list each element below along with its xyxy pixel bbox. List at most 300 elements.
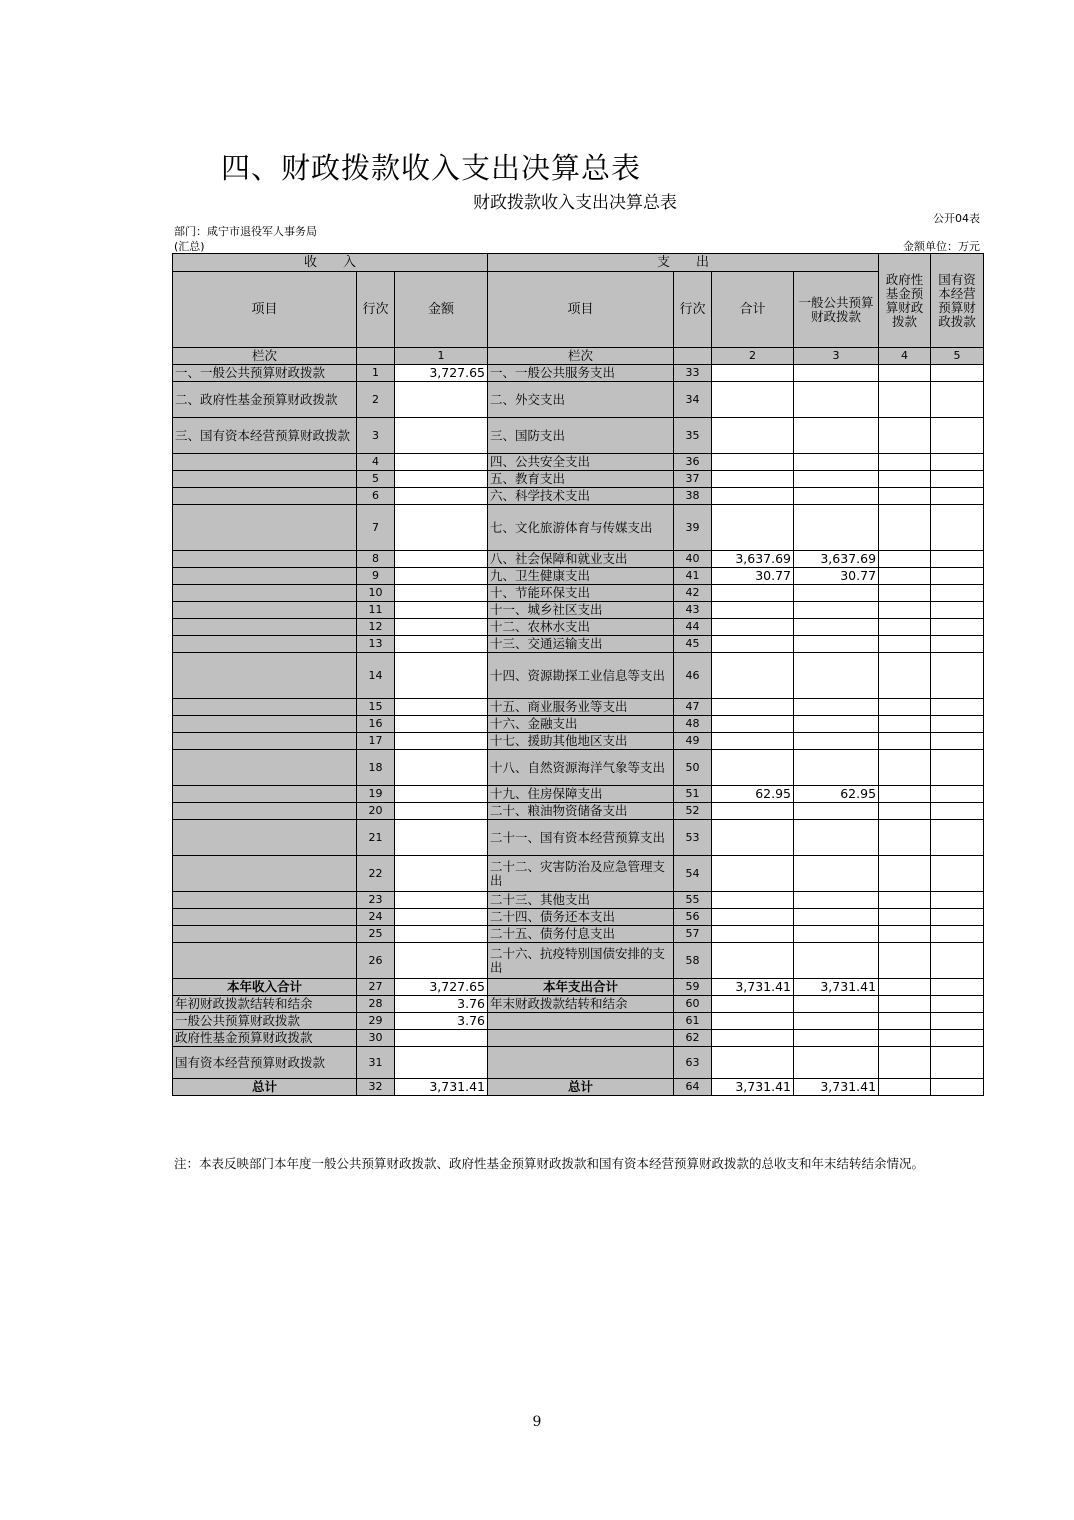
general-budget-cell bbox=[794, 909, 879, 926]
gov-fund-cell bbox=[879, 943, 931, 979]
expense-line-cell: 33 bbox=[674, 365, 712, 382]
income-item-cell bbox=[173, 619, 357, 636]
state-capital-cell bbox=[931, 636, 984, 653]
expense-line-cell: 50 bbox=[674, 750, 712, 786]
table-row bbox=[173, 926, 984, 943]
general-budget-cell bbox=[794, 1047, 879, 1079]
expense-item-cell: 二十一、国有资本经营预算支出 bbox=[488, 820, 674, 856]
expense-line-cell: 59 bbox=[674, 979, 712, 996]
income-item-cell bbox=[173, 909, 357, 926]
table-row bbox=[173, 820, 984, 856]
total-cell bbox=[712, 619, 794, 636]
expense-line-cell: 34 bbox=[674, 382, 712, 418]
income-item-cell: 三、国有资本经营预算财政拨款 bbox=[173, 418, 357, 454]
expense-item-cell: 十四、资源勘探工业信息等支出 bbox=[488, 653, 674, 699]
income-amount-cell: 3,731.41 bbox=[395, 1079, 488, 1096]
empty-cell bbox=[357, 348, 395, 365]
income-line-cell: 16 bbox=[357, 716, 395, 733]
table-row bbox=[173, 653, 984, 699]
expense-line-cell: 49 bbox=[674, 733, 712, 750]
income-amount-cell bbox=[395, 786, 488, 803]
column-number-5: 5 bbox=[931, 348, 984, 365]
income-item-cell: 本年收入合计 bbox=[173, 979, 357, 996]
total-cell bbox=[712, 716, 794, 733]
general-budget-cell bbox=[794, 636, 879, 653]
table-row bbox=[173, 619, 984, 636]
income-line-cell: 6 bbox=[357, 488, 395, 505]
appropriation-table bbox=[172, 253, 984, 1096]
gov-fund-cell bbox=[879, 365, 931, 382]
income-amount-cell bbox=[395, 926, 488, 943]
expense-line-cell: 42 bbox=[674, 585, 712, 602]
general-budget-cell bbox=[794, 750, 879, 786]
income-line-cell: 10 bbox=[357, 585, 395, 602]
total-cell: 3,731.41 bbox=[712, 979, 794, 996]
income-item-header: 项目 bbox=[173, 272, 357, 348]
state-capital-cell bbox=[931, 418, 984, 454]
income-amount-cell bbox=[395, 856, 488, 892]
income-amount-cell bbox=[395, 1030, 488, 1047]
income-amount-cell: 3,727.65 bbox=[395, 979, 488, 996]
state-capital-cell bbox=[931, 568, 984, 585]
expense-item-cell: 七、文化旅游体育与传媒支出 bbox=[488, 505, 674, 551]
state-capital-cell bbox=[931, 979, 984, 996]
expense-item-cell: 二、外交支出 bbox=[488, 382, 674, 418]
state-capital-cell bbox=[931, 488, 984, 505]
expense-item-cell: 本年支出合计 bbox=[488, 979, 674, 996]
income-item-cell bbox=[173, 551, 357, 568]
table-row bbox=[173, 365, 984, 382]
gov-fund-cell bbox=[879, 619, 931, 636]
total-cell bbox=[712, 1030, 794, 1047]
expense-line-cell: 64 bbox=[674, 1079, 712, 1096]
income-line-cell: 23 bbox=[357, 892, 395, 909]
state-capital-cell bbox=[931, 750, 984, 786]
expense-line-cell: 60 bbox=[674, 996, 712, 1013]
expense-line-cell: 41 bbox=[674, 568, 712, 585]
table-row bbox=[173, 488, 984, 505]
income-item-cell bbox=[173, 943, 357, 979]
expense-line-cell: 40 bbox=[674, 551, 712, 568]
gov-fund-cell bbox=[879, 636, 931, 653]
state-capital-cell bbox=[931, 820, 984, 856]
table-row bbox=[173, 979, 984, 996]
department-label: 部门：咸宁市退役军人事务局 bbox=[174, 225, 317, 238]
total-cell bbox=[712, 943, 794, 979]
table-row bbox=[173, 1079, 984, 1096]
expense-line-cell: 52 bbox=[674, 803, 712, 820]
general-budget-cell bbox=[794, 365, 879, 382]
income-item-cell bbox=[173, 488, 357, 505]
income-line-header: 行次 bbox=[357, 272, 395, 348]
general-budget-cell: 30.77 bbox=[794, 568, 879, 585]
income-amount-cell bbox=[395, 454, 488, 471]
expense-item-cell: 八、社会保障和就业支出 bbox=[488, 551, 674, 568]
income-item-cell bbox=[173, 454, 357, 471]
state-capital-cell bbox=[931, 471, 984, 488]
state-capital-cell bbox=[931, 856, 984, 892]
income-line-cell: 13 bbox=[357, 636, 395, 653]
expense-line-cell: 44 bbox=[674, 619, 712, 636]
total-cell bbox=[712, 488, 794, 505]
general-budget-cell bbox=[794, 892, 879, 909]
income-item-cell bbox=[173, 733, 357, 750]
expense-item-cell bbox=[488, 1047, 674, 1079]
income-amount-cell bbox=[395, 382, 488, 418]
table-row bbox=[173, 856, 984, 892]
income-line-cell: 31 bbox=[357, 1047, 395, 1079]
state-capital-cell bbox=[931, 365, 984, 382]
expense-item-cell: 二十六、抗疫特别国债安排的支出 bbox=[488, 943, 674, 979]
state-capital-cell bbox=[931, 803, 984, 820]
gov-fund-cell bbox=[879, 551, 931, 568]
income-line-cell: 32 bbox=[357, 1079, 395, 1096]
state-capital-cell bbox=[931, 926, 984, 943]
general-budget-cell bbox=[794, 699, 879, 716]
expense-item-cell: 十七、援助其他地区支出 bbox=[488, 733, 674, 750]
table-row bbox=[173, 471, 984, 488]
expense-item-cell: 十一、城乡社区支出 bbox=[488, 602, 674, 619]
state-capital-cell bbox=[931, 909, 984, 926]
income-item-cell bbox=[173, 716, 357, 733]
general-budget-cell bbox=[794, 803, 879, 820]
column-number-4: 4 bbox=[879, 348, 931, 365]
income-item-cell bbox=[173, 471, 357, 488]
footnote: 注：本表反映部门本年度一般公共预算财政拨款、政府性基金预算财政拨款和国有资本经营预算财政拨款的总收支和年末结转结余情况。 bbox=[174, 1156, 925, 1171]
gov-fund-cell bbox=[879, 786, 931, 803]
total-cell bbox=[712, 750, 794, 786]
table-row bbox=[173, 568, 984, 585]
table-row bbox=[173, 1030, 984, 1047]
gov-fund-cell bbox=[879, 996, 931, 1013]
expense-item-cell: 十、节能环保支出 bbox=[488, 585, 674, 602]
income-amount-cell bbox=[395, 568, 488, 585]
total-cell bbox=[712, 996, 794, 1013]
income-line-cell: 17 bbox=[357, 733, 395, 750]
state-capital-cell bbox=[931, 585, 984, 602]
income-line-cell: 5 bbox=[357, 471, 395, 488]
income-line-cell: 12 bbox=[357, 619, 395, 636]
gov-fund-cell bbox=[879, 1030, 931, 1047]
expense-line-cell: 62 bbox=[674, 1030, 712, 1047]
expense-line-cell: 53 bbox=[674, 820, 712, 856]
gov-fund-cell bbox=[879, 505, 931, 551]
column-number-1: 1 bbox=[395, 348, 488, 365]
state-capital-cell bbox=[931, 505, 984, 551]
income-item-cell bbox=[173, 820, 357, 856]
gov-fund-cell bbox=[879, 716, 931, 733]
expense-item-cell: 总计 bbox=[488, 1079, 674, 1096]
income-line-cell: 9 bbox=[357, 568, 395, 585]
income-line-cell: 24 bbox=[357, 909, 395, 926]
state-capital-cell bbox=[931, 653, 984, 699]
income-line-cell: 21 bbox=[357, 820, 395, 856]
gov-fund-cell bbox=[879, 733, 931, 750]
table-row bbox=[173, 505, 984, 551]
income-amount-cell: 3,727.65 bbox=[395, 365, 488, 382]
expense-line-cell: 55 bbox=[674, 892, 712, 909]
income-amount-cell bbox=[395, 653, 488, 699]
total-cell bbox=[712, 699, 794, 716]
expense-item-cell bbox=[488, 1030, 674, 1047]
total-cell bbox=[712, 471, 794, 488]
income-line-cell: 8 bbox=[357, 551, 395, 568]
column-number-2: 2 bbox=[712, 348, 794, 365]
table-row bbox=[173, 636, 984, 653]
expense-item-cell: 一、一般公共服务支出 bbox=[488, 365, 674, 382]
table-row bbox=[173, 1013, 984, 1030]
income-item-cell bbox=[173, 505, 357, 551]
table-row bbox=[173, 716, 984, 733]
expense-item-cell: 三、国防支出 bbox=[488, 418, 674, 454]
total-cell bbox=[712, 418, 794, 454]
general-budget-cell: 62.95 bbox=[794, 786, 879, 803]
expense-item-cell: 十二、农林水支出 bbox=[488, 619, 674, 636]
income-item-cell bbox=[173, 636, 357, 653]
general-budget-cell bbox=[794, 1030, 879, 1047]
general-budget-cell bbox=[794, 1013, 879, 1030]
income-item-cell bbox=[173, 856, 357, 892]
expense-item-cell: 五、教育支出 bbox=[488, 471, 674, 488]
total-cell bbox=[712, 653, 794, 699]
income-item-cell: 国有资本经营预算财政拨款 bbox=[173, 1047, 357, 1079]
income-amount-cell bbox=[395, 585, 488, 602]
general-budget-cell bbox=[794, 856, 879, 892]
income-line-cell: 4 bbox=[357, 454, 395, 471]
income-item-cell bbox=[173, 699, 357, 716]
expense-line-cell: 45 bbox=[674, 636, 712, 653]
income-item-cell: 总计 bbox=[173, 1079, 357, 1096]
income-amount-cell bbox=[395, 803, 488, 820]
gov-fund-cell bbox=[879, 1047, 931, 1079]
gov-fund-cell bbox=[879, 1079, 931, 1096]
table-row bbox=[173, 585, 984, 602]
state-capital-cell bbox=[931, 943, 984, 979]
general-budget-cell bbox=[794, 418, 879, 454]
state-capital-cell bbox=[931, 892, 984, 909]
gov-fund-cell bbox=[879, 471, 931, 488]
gov-fund-cell bbox=[879, 803, 931, 820]
gov-fund-cell bbox=[879, 926, 931, 943]
total-cell bbox=[712, 454, 794, 471]
general-budget-cell bbox=[794, 996, 879, 1013]
expense-line-cell: 38 bbox=[674, 488, 712, 505]
total-cell bbox=[712, 733, 794, 750]
income-line-cell: 20 bbox=[357, 803, 395, 820]
income-amount-cell: 3.76 bbox=[395, 1013, 488, 1030]
income-amount-cell bbox=[395, 909, 488, 926]
summary-label: (汇总) bbox=[174, 240, 205, 253]
state-capital-header: 国有资本经营预算财政拨款 bbox=[931, 254, 984, 348]
table-row bbox=[173, 418, 984, 454]
total-cell: 62.95 bbox=[712, 786, 794, 803]
income-item-cell bbox=[173, 568, 357, 585]
gov-fund-cell bbox=[879, 699, 931, 716]
table-row bbox=[173, 909, 984, 926]
expense-line-cell: 37 bbox=[674, 471, 712, 488]
expense-line-cell: 36 bbox=[674, 454, 712, 471]
table-row bbox=[173, 551, 984, 568]
total-cell bbox=[712, 585, 794, 602]
general-budget-cell bbox=[794, 454, 879, 471]
income-line-cell: 19 bbox=[357, 786, 395, 803]
gov-fund-cell bbox=[879, 454, 931, 471]
income-amount-cell bbox=[395, 1047, 488, 1079]
gov-fund-cell bbox=[879, 979, 931, 996]
income-item-cell bbox=[173, 585, 357, 602]
total-cell: 30.77 bbox=[712, 568, 794, 585]
gov-fund-cell bbox=[879, 488, 931, 505]
gov-fund-cell bbox=[879, 1013, 931, 1030]
income-amount-cell bbox=[395, 733, 488, 750]
expense-line-cell: 48 bbox=[674, 716, 712, 733]
general-budget-cell bbox=[794, 382, 879, 418]
expense-item-cell: 二十五、债务付息支出 bbox=[488, 926, 674, 943]
unit-label: 金额单位：万元 bbox=[903, 240, 980, 253]
expense-item-cell: 二十三、其他支出 bbox=[488, 892, 674, 909]
general-budget-cell bbox=[794, 619, 879, 636]
total-header: 合计 bbox=[712, 272, 794, 348]
gov-fund-cell bbox=[879, 653, 931, 699]
column-number-3: 3 bbox=[794, 348, 879, 365]
state-capital-cell bbox=[931, 602, 984, 619]
total-cell bbox=[712, 856, 794, 892]
page-title: 四、财政拨款收入支出决算总表 bbox=[221, 151, 642, 185]
table-row bbox=[173, 602, 984, 619]
state-capital-cell bbox=[931, 1013, 984, 1030]
gov-fund-cell bbox=[879, 568, 931, 585]
total-cell bbox=[712, 602, 794, 619]
gov-fund-cell bbox=[879, 382, 931, 418]
total-cell bbox=[712, 382, 794, 418]
state-capital-cell bbox=[931, 454, 984, 471]
expense-item-cell: 四、公共安全支出 bbox=[488, 454, 674, 471]
total-cell bbox=[712, 909, 794, 926]
gov-fund-cell bbox=[879, 602, 931, 619]
income-item-cell: 政府性基金预算财政拨款 bbox=[173, 1030, 357, 1047]
income-amount-cell bbox=[395, 602, 488, 619]
expense-column-label: 栏次 bbox=[488, 348, 674, 365]
table-row bbox=[173, 943, 984, 979]
income-line-cell: 30 bbox=[357, 1030, 395, 1047]
income-line-cell: 27 bbox=[357, 979, 395, 996]
table-row bbox=[173, 733, 984, 750]
empty-cell bbox=[674, 348, 712, 365]
general-budget-cell: 3,731.41 bbox=[794, 1079, 879, 1096]
expense-line-header: 行次 bbox=[674, 272, 712, 348]
state-capital-cell bbox=[931, 551, 984, 568]
expense-line-cell: 57 bbox=[674, 926, 712, 943]
general-budget-cell: 3,731.41 bbox=[794, 979, 879, 996]
expense-line-cell: 56 bbox=[674, 909, 712, 926]
income-line-cell: 25 bbox=[357, 926, 395, 943]
income-item-cell bbox=[173, 786, 357, 803]
income-line-cell: 28 bbox=[357, 996, 395, 1013]
general-budget-cell bbox=[794, 488, 879, 505]
state-capital-cell bbox=[931, 1030, 984, 1047]
income-item-cell bbox=[173, 750, 357, 786]
expense-item-cell: 十五、商业服务业等支出 bbox=[488, 699, 674, 716]
general-budget-cell bbox=[794, 733, 879, 750]
gov-fund-cell bbox=[879, 856, 931, 892]
table-row bbox=[173, 454, 984, 471]
income-amount-cell bbox=[395, 505, 488, 551]
table-row bbox=[173, 699, 984, 716]
table-title: 财政拨款收入支出决算总表 bbox=[473, 193, 677, 213]
expense-header: 支 出 bbox=[488, 254, 879, 272]
expense-item-cell: 九、卫生健康支出 bbox=[488, 568, 674, 585]
state-capital-cell bbox=[931, 619, 984, 636]
expense-line-cell: 43 bbox=[674, 602, 712, 619]
income-amount-cell bbox=[395, 716, 488, 733]
income-amount-cell: 3.76 bbox=[395, 996, 488, 1013]
general-budget-cell bbox=[794, 653, 879, 699]
expense-item-cell bbox=[488, 1013, 674, 1030]
general-budget-cell bbox=[794, 943, 879, 979]
expense-item-cell: 二十、粮油物资储备支出 bbox=[488, 803, 674, 820]
expense-line-cell: 47 bbox=[674, 699, 712, 716]
total-cell bbox=[712, 505, 794, 551]
table-row bbox=[173, 892, 984, 909]
expense-line-cell: 54 bbox=[674, 856, 712, 892]
expense-item-cell: 六、科学技术支出 bbox=[488, 488, 674, 505]
income-amount-header: 金额 bbox=[395, 272, 488, 348]
general-budget-cell: 3,637.69 bbox=[794, 551, 879, 568]
income-line-cell: 11 bbox=[357, 602, 395, 619]
total-cell: 3,637.69 bbox=[712, 551, 794, 568]
gov-fund-header: 政府性基金预算财政拨款 bbox=[879, 254, 931, 348]
income-amount-cell bbox=[395, 750, 488, 786]
income-line-cell: 2 bbox=[357, 382, 395, 418]
gov-fund-cell bbox=[879, 892, 931, 909]
income-item-cell bbox=[173, 892, 357, 909]
income-column-label: 栏次 bbox=[173, 348, 357, 365]
income-item-cell: 一、一般公共预算财政拨款 bbox=[173, 365, 357, 382]
income-line-cell: 26 bbox=[357, 943, 395, 979]
state-capital-cell bbox=[931, 996, 984, 1013]
table-row bbox=[173, 996, 984, 1013]
income-amount-cell bbox=[395, 892, 488, 909]
expense-item-cell: 十九、住房保障支出 bbox=[488, 786, 674, 803]
expense-item-cell: 十六、金融支出 bbox=[488, 716, 674, 733]
income-item-cell: 二、政府性基金预算财政拨款 bbox=[173, 382, 357, 418]
income-amount-cell bbox=[395, 636, 488, 653]
income-amount-cell bbox=[395, 943, 488, 979]
total-cell bbox=[712, 926, 794, 943]
total-cell bbox=[712, 1013, 794, 1030]
income-item-cell bbox=[173, 602, 357, 619]
expense-line-cell: 46 bbox=[674, 653, 712, 699]
total-cell bbox=[712, 803, 794, 820]
expense-line-cell: 51 bbox=[674, 786, 712, 803]
income-item-cell: 年初财政拨款结转和结余 bbox=[173, 996, 357, 1013]
expense-line-cell: 63 bbox=[674, 1047, 712, 1079]
general-budget-header: 一般公共预算财政拨款 bbox=[794, 272, 879, 348]
state-capital-cell bbox=[931, 733, 984, 750]
expense-item-cell: 年末财政拨款结转和结余 bbox=[488, 996, 674, 1013]
income-item-cell bbox=[173, 653, 357, 699]
gov-fund-cell bbox=[879, 750, 931, 786]
state-capital-cell bbox=[931, 786, 984, 803]
total-cell bbox=[712, 636, 794, 653]
income-item-cell: 一般公共预算财政拨款 bbox=[173, 1013, 357, 1030]
general-budget-cell bbox=[794, 716, 879, 733]
income-line-cell: 3 bbox=[357, 418, 395, 454]
state-capital-cell bbox=[931, 382, 984, 418]
expense-line-cell: 35 bbox=[674, 418, 712, 454]
income-line-cell: 18 bbox=[357, 750, 395, 786]
gov-fund-cell bbox=[879, 418, 931, 454]
